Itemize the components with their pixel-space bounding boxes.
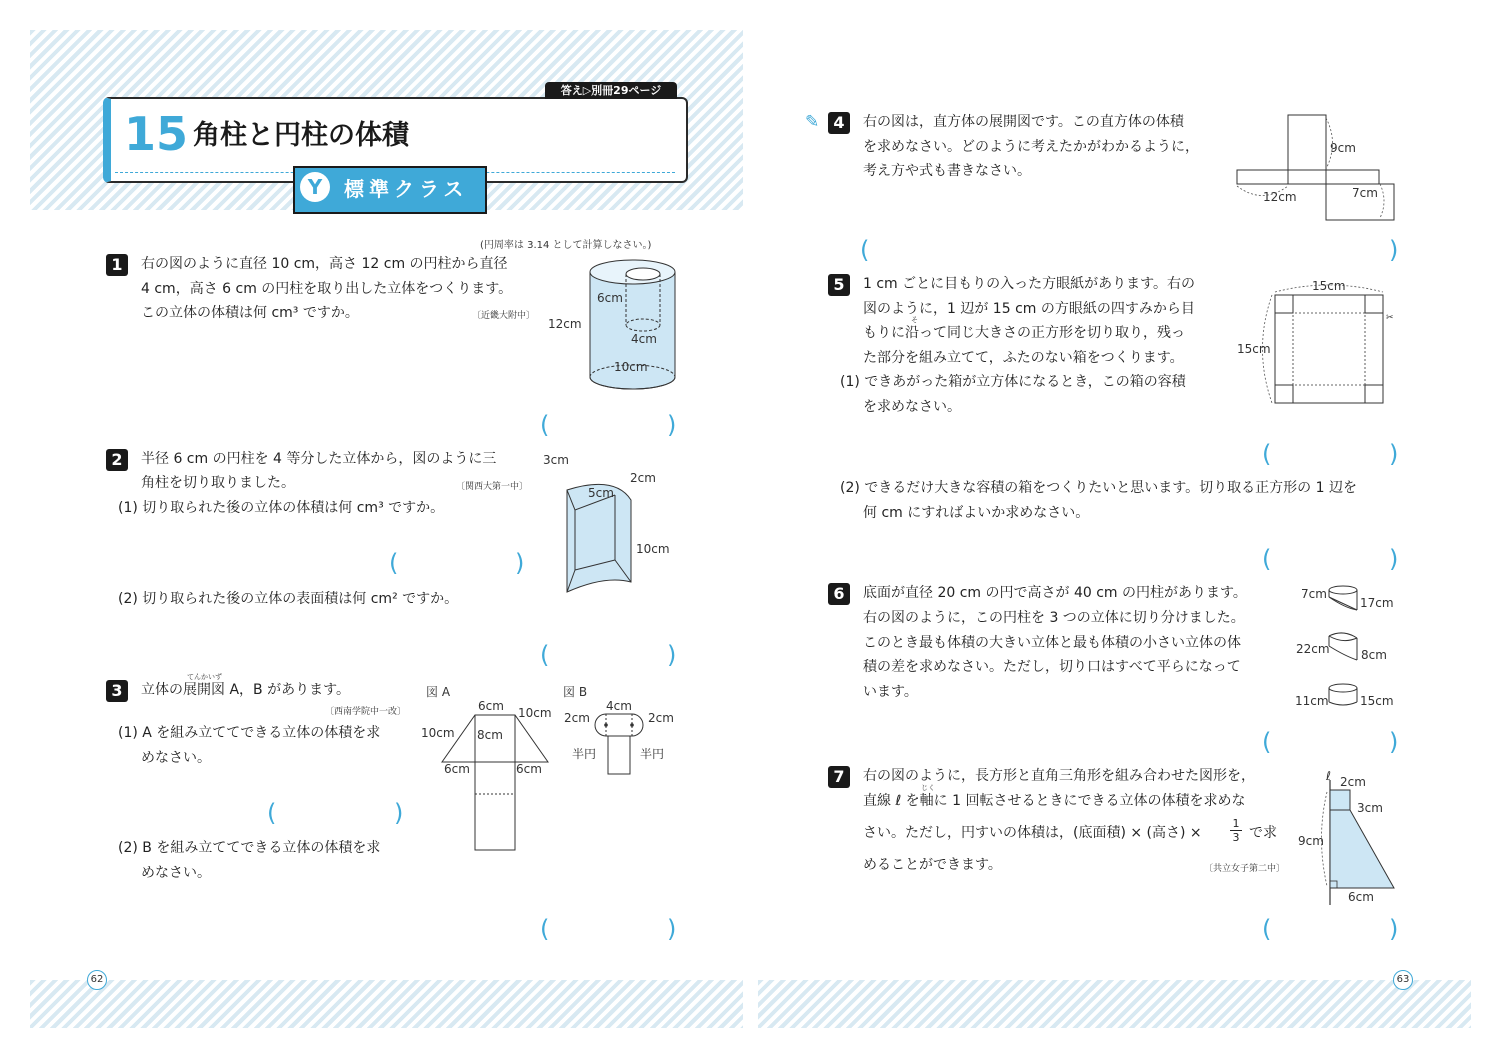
q7-shape-figure [1320, 780, 1400, 905]
q1-line-3: この立体の体積は何 cm³ ですか。 [141, 305, 359, 321]
q4-line-3: 考え方や式も書きなさい。 [863, 163, 1031, 179]
q3-sub-2-line-2: めなさい。 [141, 865, 211, 881]
q6-line-5: います。 [863, 684, 918, 700]
q3a-label-6cm-top: 6cm [478, 699, 504, 713]
q3a-label-6cm-left: 6cm [444, 762, 470, 776]
q5-line-1: 1 cm ごとに目もりの入った方眼紙があります。右の [863, 276, 1196, 292]
q1-label-10cm: 10cm [614, 360, 648, 374]
q3-2-answer-open[interactable]: ( [540, 915, 550, 943]
q2-label-2cm: 2cm [630, 471, 656, 485]
q4-label-12cm: 12cm [1263, 190, 1297, 204]
q4-net-figure [1235, 113, 1400, 225]
q2-line-1: 半径 6 cm の円柱を 4 等分した立体から，図のように三 [141, 451, 497, 467]
q1-label-12cm: 12cm [548, 317, 582, 331]
q6-line-2: 右の図のように，この円柱を 3 つの立体に切り分けました。 [863, 610, 1245, 626]
q1-line-2: 4 cm，高さ 6 cm の円柱を取り出した立体をつくります。 [141, 281, 513, 297]
footer-band-right [758, 980, 1471, 1028]
q1-line-1: 右の図のように直径 10 cm，高さ 12 cm の円柱から直径 [141, 256, 508, 272]
question-7-number: 7 [828, 766, 850, 788]
page-number-right: 63 [1393, 970, 1413, 990]
q1-source: 〔近畿大附中〕 [472, 311, 536, 321]
q3-1-answer-close[interactable]: ) [394, 799, 404, 827]
q6-line-1: 底面が直径 20 cm の円で高さが 40 cm の円柱があります。 [863, 585, 1247, 601]
q2-2-answer-close[interactable]: ) [667, 641, 677, 669]
q3b-label-semicircle-left: 半円 [572, 747, 597, 761]
q3-2-answer-close[interactable]: ) [667, 915, 677, 943]
q7-line-4: めることができます。 [863, 857, 1002, 873]
q7-label-6cm: 6cm [1348, 890, 1374, 904]
page-number-left: 62 [87, 970, 107, 990]
q4-label-9cm: 9cm [1330, 141, 1356, 155]
q6-line-4: 積の差を求めなさい。ただし，切り口はすべて平らになって [863, 659, 1241, 675]
q4-answer-close[interactable]: ) [1389, 236, 1399, 264]
q3-line: 立体の展開図 A，B があります。 [141, 682, 350, 698]
question-6-number: 6 [828, 583, 850, 605]
q5-line-2: 図のように，1 辺が 15 cm の方眼紙の四すみから目 [863, 301, 1195, 317]
q7-fraction [1230, 817, 1242, 844]
q7-ruby: じく [921, 784, 935, 792]
question-1-number: 1 [106, 254, 128, 276]
q3a-label-10cm-right: 10cm [518, 706, 552, 720]
q5-label-15cm-left: 15cm [1237, 342, 1271, 356]
q2-label-3cm: 3cm [543, 453, 569, 467]
q3b-label-4cm: 4cm [606, 699, 632, 713]
q2-label-5cm: 5cm [588, 486, 614, 500]
q3-figure-a-title: 図 A [426, 685, 451, 699]
q7-fraction-numerator: 1 [1230, 817, 1242, 831]
class-label: 標準クラス [344, 177, 469, 201]
q7-line-1: 右の図のように，長方形と直角三角形を組み合わせた図形を， [863, 768, 1255, 784]
q2-label-10cm: 10cm [636, 542, 670, 556]
answer-tag: 答え▷別冊29ページ [545, 82, 677, 99]
q6-label-15cm: 15cm [1360, 694, 1394, 708]
q3-ruby: てんかいず [187, 673, 222, 681]
q5-2-answer-open[interactable]: ( [1262, 545, 1272, 573]
q6-label-22cm: 22cm [1296, 642, 1330, 656]
q5-1-answer-open[interactable]: ( [1262, 440, 1272, 468]
q5-line-4: た部分を組み立てて，ふたのない箱をつくります。 [863, 350, 1184, 366]
svg-text:✂: ✂ [1386, 313, 1394, 323]
q6-line-3: このとき最も体積の大きい立体と最も体積の小さい立体の体 [863, 635, 1241, 651]
q7-fraction-denominator: 3 [1232, 831, 1240, 844]
q3b-label-semicircle-right: 半円 [640, 747, 665, 761]
q3-1-answer-open[interactable]: ( [267, 799, 277, 827]
question-3-number: 3 [106, 680, 128, 702]
q4-line-1: 右の図は，直方体の展開図です。この直方体の体積 [863, 114, 1184, 130]
q2-sub-2: (2) 切り取られた後の立体の表面積は何 cm² ですか。 [118, 591, 459, 607]
q7-fraction-tail: で求 [1249, 825, 1277, 841]
footer-band-left [30, 980, 743, 1028]
q1-answer-open[interactable]: ( [540, 411, 550, 439]
q3-sub-2-line-1: (2) B を組み立ててできる立体の体積を求 [118, 840, 381, 856]
q4-answer-open[interactable]: ( [860, 236, 870, 264]
q3-sub-1-line-1: (1) A を組み立ててできる立体の体積を求 [118, 725, 381, 741]
pencil-icon: ✎ [805, 112, 820, 132]
q6-label-17cm: 17cm [1360, 596, 1394, 610]
q3a-label-6cm-right: 6cm [516, 762, 542, 776]
question-5-number: 5 [828, 274, 850, 296]
q7-line-3: さい。ただし，円すいの体積は，(底面積) × (高さ) × [863, 825, 1202, 841]
q2-line-2: 角柱を切り取りました。 [141, 475, 295, 491]
q6-cut-cylinders-figure [1325, 584, 1365, 714]
q3b-label-2cm-right: 2cm [648, 711, 674, 725]
q3-sub-1-line-2: めなさい。 [141, 750, 211, 766]
q7-label-l: ℓ [1326, 769, 1331, 783]
q5-1-answer-close[interactable]: ) [1389, 440, 1399, 468]
q6-answer-close[interactable]: ) [1389, 728, 1399, 756]
q7-label-3cm: 3cm [1357, 801, 1383, 815]
q2-source: 〔関西大第一中〕 [456, 482, 529, 492]
q3b-label-2cm-left: 2cm [564, 711, 590, 725]
q2-2-answer-open[interactable]: ( [540, 641, 550, 669]
q6-label-7cm: 7cm [1301, 587, 1327, 601]
q4-line-2: を求めなさい。どのように考えたかがわかるように， [863, 139, 1199, 155]
q1-label-4cm: 4cm [631, 332, 657, 346]
q7-answer-open[interactable]: ( [1262, 915, 1272, 943]
pi-note: (円周率は 3.14 として計算しなさい。) [480, 240, 652, 251]
q5-sub-2-line-1: (2) できるだけ大きな容積の箱をつくりたいと思います。切り取る正方形の 1 辺を [840, 480, 1357, 496]
q2-1-answer-close[interactable]: ) [515, 549, 525, 577]
q1-answer-close[interactable]: ) [667, 411, 677, 439]
question-2-number: 2 [106, 449, 128, 471]
q3-net-b-figure [594, 710, 644, 780]
q5-2-answer-close[interactable]: ) [1389, 545, 1399, 573]
q3a-label-8cm: 8cm [477, 728, 503, 742]
q5-label-15cm-top: 15cm [1312, 279, 1346, 293]
q3-figure-b-title: 図 B [563, 685, 588, 699]
chapter-title: 角柱と円柱の体積 [193, 120, 409, 151]
q3a-label-10cm-left: 10cm [421, 726, 455, 740]
q5-ruby: そ [911, 316, 918, 324]
sprout-icon: Y [300, 172, 330, 202]
chapter-number: 15 [124, 107, 189, 161]
q5-sub-1-line-2: を求めなさい。 [863, 399, 961, 415]
q7-label-2cm: 2cm [1340, 775, 1366, 789]
q6-answer-open[interactable]: ( [1262, 728, 1272, 756]
q2-1-answer-open[interactable]: ( [389, 549, 399, 577]
q6-label-11cm: 11cm [1295, 694, 1329, 708]
q6-label-8cm: 8cm [1361, 648, 1387, 662]
q5-sub-2-line-2: 何 cm にすればよいか求めなさい。 [863, 505, 1090, 521]
question-4-number: 4 [828, 112, 850, 134]
q7-answer-close[interactable]: ) [1389, 915, 1399, 943]
q2-sub-1: (1) 切り取られた後の立体の体積は何 cm³ ですか。 [118, 500, 445, 516]
q5-line-3: もりに沿って同じ大きさの正方形を切り取り，残っ [863, 325, 1185, 341]
q5-sub-1-line-1: (1) できあがった箱が立方体になるとき，この箱の容積 [840, 374, 1186, 390]
q7-label-9cm: 9cm [1298, 834, 1324, 848]
q7-source: 〔共立女子第二中〕 [1204, 864, 1286, 874]
q1-label-6cm: 6cm [597, 291, 623, 305]
q7-line-2: 直線 ℓ を軸に 1 回転させるときにできる立体の体積を求めな [863, 793, 1246, 809]
q3-source: 〔西南学院中一改〕 [325, 707, 407, 717]
q4-label-7cm: 7cm [1352, 186, 1378, 200]
